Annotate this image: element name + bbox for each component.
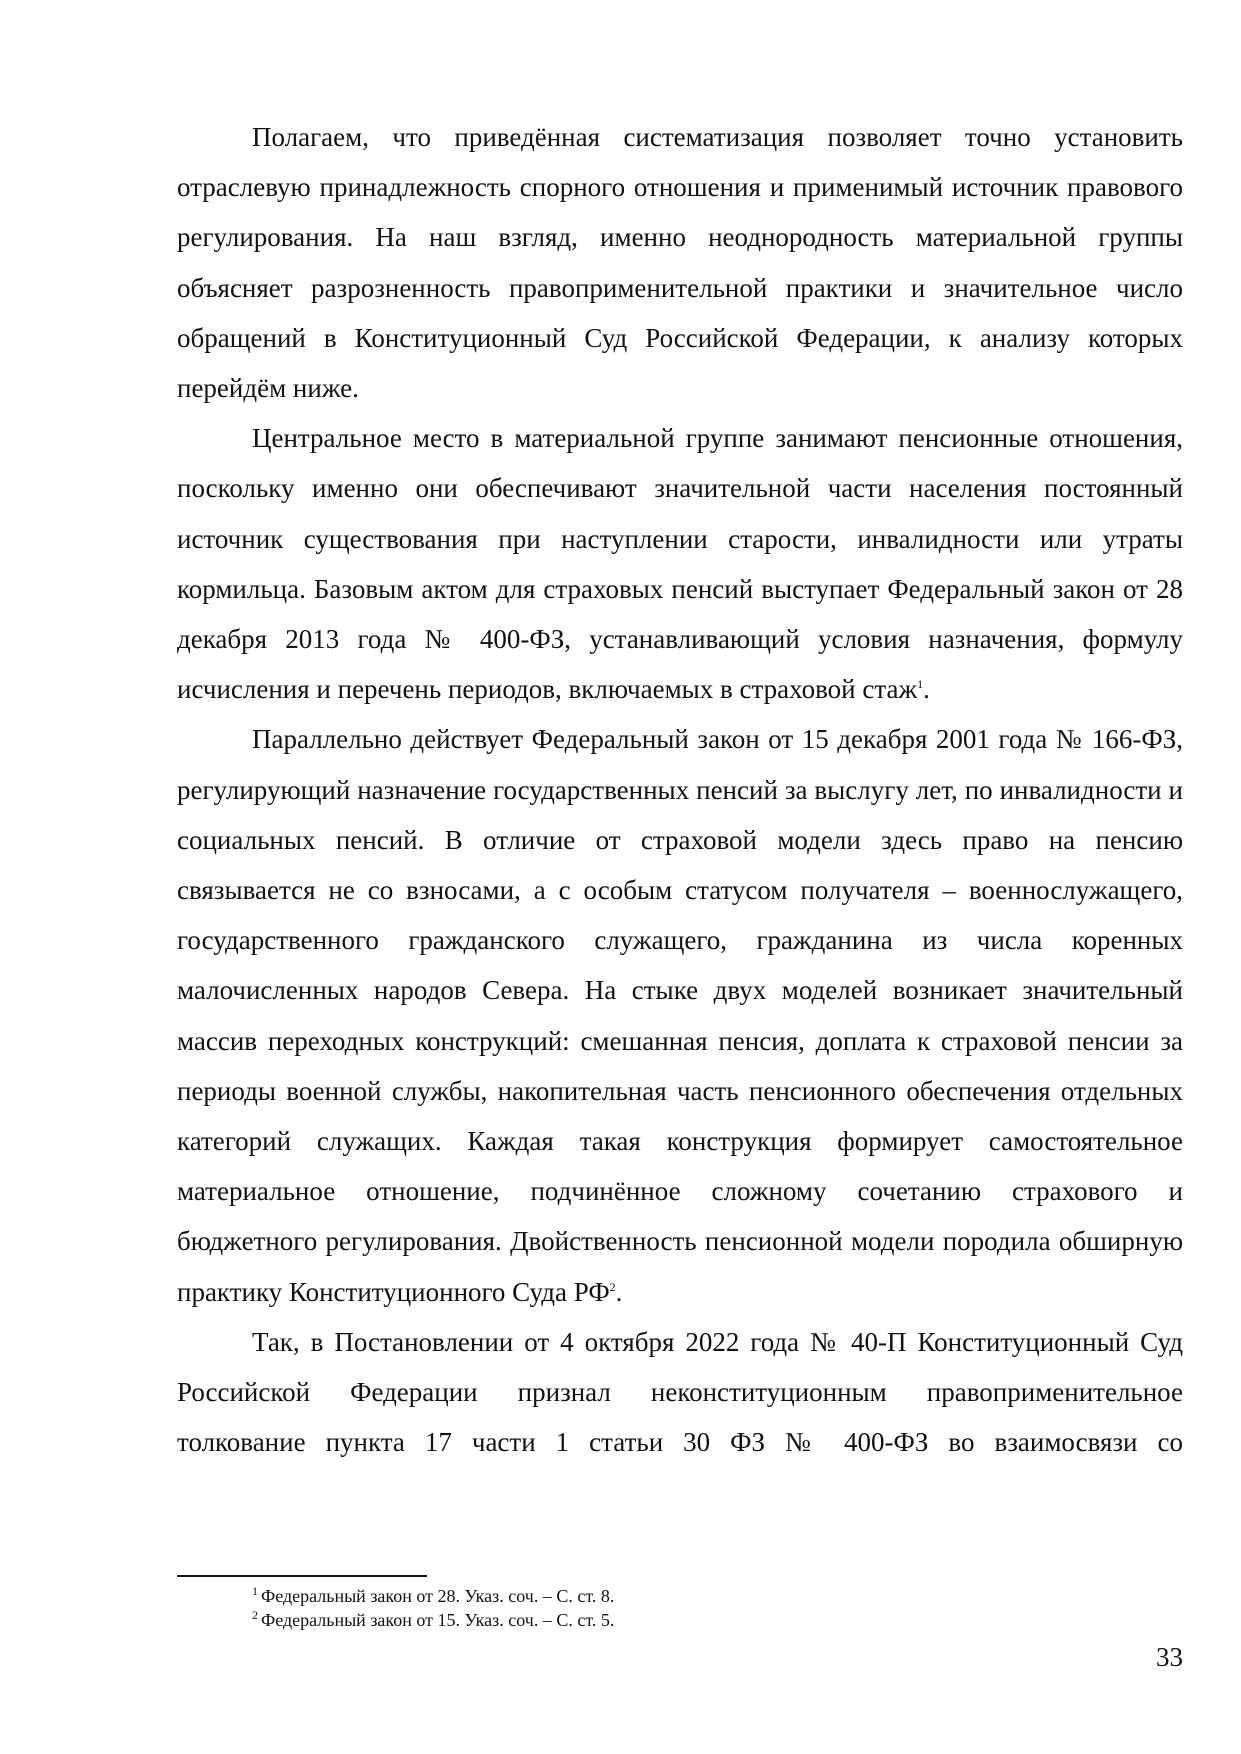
paragraph-1 (177, 112, 1183, 413)
paragraph-4-text: Так, в Постановлении от 4 октября 2022 года № 40-П Конституционный Суд Российской Федерации признал неконституционным правоприменительное толкование пункта 17 части 1 статьи 30 ФЗ № 400-ФЗ во взаимосвязи со (177, 1326, 1183, 1458)
footnote-ref-2[interactable]: 2 (609, 1279, 616, 1294)
footnote-1-number: 1 (252, 1584, 258, 1598)
paragraph-4 (177, 1317, 1183, 1468)
paragraph-3-tail: . (615, 1276, 623, 1307)
footnote-ref-1[interactable]: 1 (917, 677, 924, 692)
paragraph-3 (177, 714, 1183, 1316)
footnote-1-text: Федеральный закон от 28. Указ. соч. – С. ст. 8. (261, 1586, 615, 1606)
paragraph-3-text: Параллельно действует Федеральный закон от 15 декабря 2001 года № 166-ФЗ, регулирующий назначение государственных пенсий за выслугу лет, по инвалидности и социальных пенсий. В отличие от страховой модели здесь право на пенсию связывается не со взносами, а с особым статусом получателя – военнослужащего, государственного гражданского служащего, гражданина из числа коренных малочисленных народов Севера. На стыке двух моделей возникает значительный массив переходных конструкций: смешанная пенсия, доплата к страховой пенсии за периоды военной службы, накопительная часть пенсионного обеспечения отдельных категорий служащих. Каждая такая конструкция формирует самостоятельное материальное отношение, подчинённое сложному сочетанию страхового и бюджетного регулирования. Двойственность пенсионной модели породила обширную практику Конституционного Суда РФ (177, 724, 1183, 1307)
footnote-1 (252, 1584, 1152, 1608)
paragraph-2-tail: . (923, 674, 930, 705)
page-number: 33 (1156, 1642, 1183, 1672)
paragraph-1-text: Полагаем, что приведённая систематизация позволяет точно установить отраслевую принадлежность спорного отношения и применимый источник правового регулирования. На наш взгляд, именно неоднородность материальной группы объясняет разрозненность правоприменительной практики и значительное число обращений в Конституционный Суд Российской Федерации, к анализу которых перейдём ниже. (177, 122, 1183, 404)
footnotes (252, 1584, 1152, 1632)
paragraph-2 (177, 413, 1183, 714)
footnote-2 (252, 1608, 1152, 1632)
footnote-separator (177, 1575, 427, 1577)
body-text (177, 112, 1183, 1467)
footnote-2-number: 2 (252, 1608, 258, 1622)
paragraph-2-text: Центральное место в материальной группе занимают пенсионные отношения, поскольку именно они обеспечивают значительной части населения постоянный источник существования при наступлении старости, инвалидности или утраты кормильца. Базовым актом для страховых пенсий выступает Федеральный закон от 28 декабря 2013 года № 400-ФЗ, устанавливающий условия назначения, формулу исчисления и перечень периодов, включаемых в страховой стаж (177, 423, 1183, 705)
footnote-2-text: Федеральный закон от 15. Указ. соч. – С. ст. 5. (261, 1610, 615, 1630)
